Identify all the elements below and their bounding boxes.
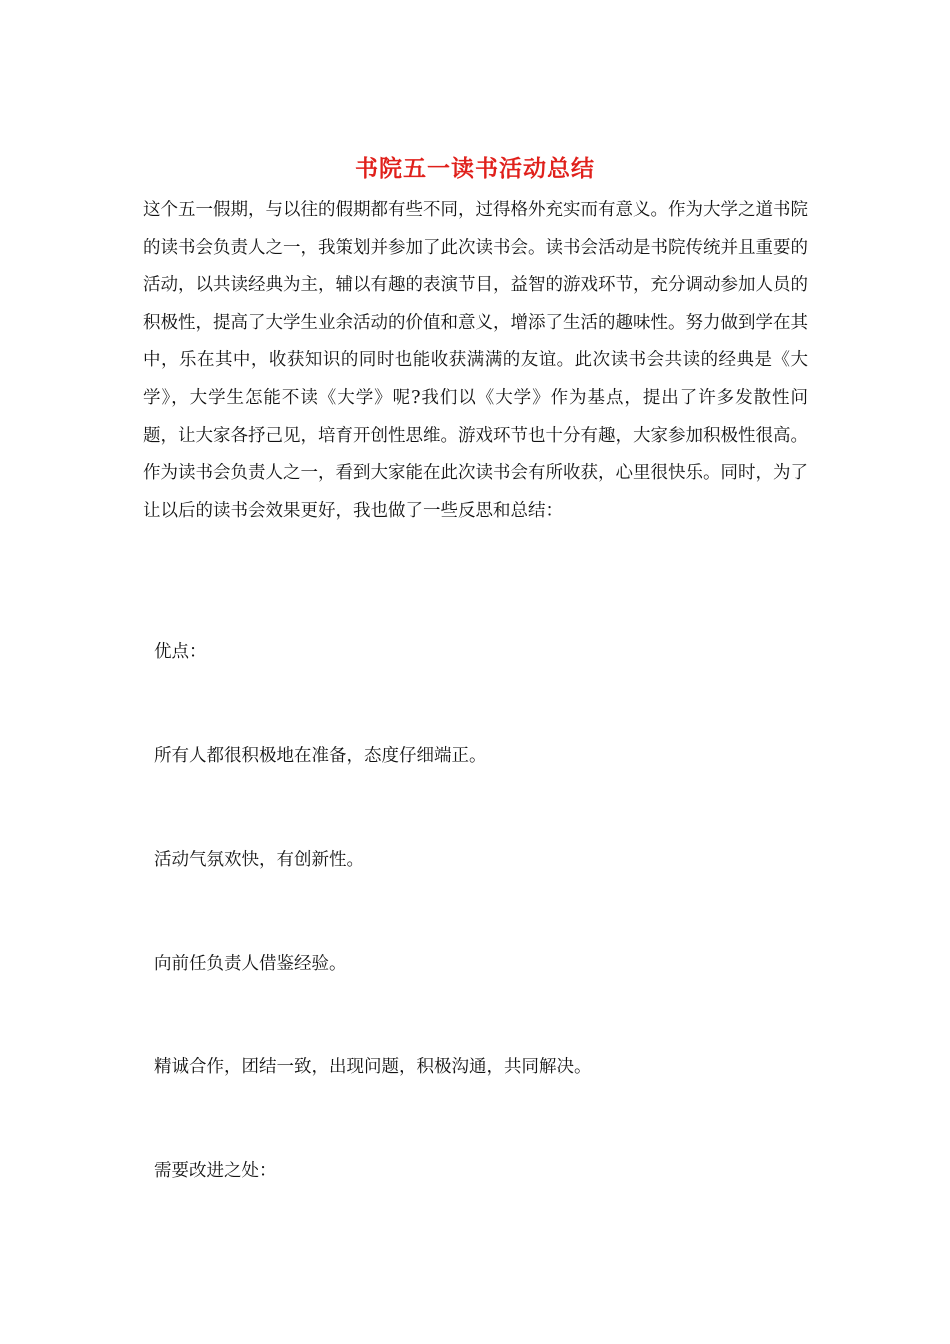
- intro-paragraph: 这个五一假期，与以往的假期都有些不同，过得格外充实而有意义。作为大学之道书院的读书会负责人之一，我策划并参加了此次读书会。读书会活动是书院传统并且重要的活动，以共读经典为主，辅以有趣的表演节目，益智的游戏环节，充分调动参加人员的积极性，提高了大学生业余活动的价值和意义，增添了生活的趣味性。努力做到学在其中，乐在其中，收获知识的同时也能收获满满的友谊。此次读书会共读的经典是《大学》，大学生怎能不读《大学》呢?我们以《大学》作为基点，提出了许多发散性问题，让大家各抒己见，培育开创性思维。游戏环节也十分有趣，大家参加积极性很高。作为读书会负责人之一，看到大家能在此次读书会有所收获，心里很快乐。同时，为了让以后的读书会效果更好，我也做了一些反思和总结：: [143, 200, 808, 521]
- advantage-item: 所有人都很积极地在准备，态度仔细端正。: [154, 746, 487, 766]
- advantage-item: 向前任负责人借鉴经验。: [154, 954, 347, 974]
- advantage-item: 活动气氛欢快，有创新性。: [154, 850, 364, 870]
- advantages-heading: 优点：: [154, 642, 207, 662]
- improvements-heading: 需要改进之处：: [154, 1161, 277, 1181]
- document-title: 书院五一读书活动总结: [355, 155, 595, 182]
- advantage-item: 精诚合作，团结一致，出现问题，积极沟通，共同解决。: [154, 1057, 592, 1077]
